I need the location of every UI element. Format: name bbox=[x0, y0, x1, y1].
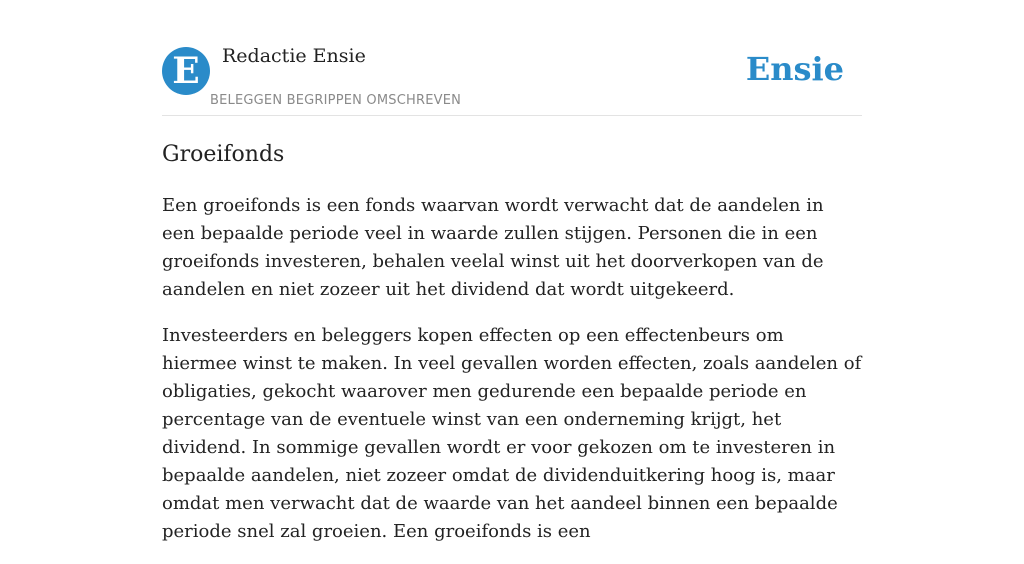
article bbox=[162, 138, 862, 564]
ensie-logo-icon[interactable]: E bbox=[162, 47, 210, 95]
article-paragraph: Investeerders en beleggers kopen effecten op een effectenbeurs om hiermee winst te maken. In veel gevallen worden effecten, zoals aandelen of obligaties, gekocht waarover men gedurende een bepaalde periode en percentage van de eventuele winst van een onderneming krijgt, het dividend. In sommige gevallen wordt er voor gekozen om te investeren in bepaalde aandelen, niet zozeer omdat de dividenduitkering hoog is, maar omdat men verwacht dat de waarde van het aandeel binnen een bepaalde periode snel zal groeien. Een groeifonds is een bbox=[162, 325, 862, 542]
article-title: Groeifonds bbox=[162, 142, 285, 167]
header bbox=[162, 0, 862, 116]
author-name[interactable]: Redactie Ensie bbox=[222, 45, 366, 67]
brand-logo[interactable]: Ensie bbox=[745, 50, 844, 88]
category-tags[interactable]: BELEGGEN BEGRIPPEN OMSCHREVEN bbox=[210, 93, 462, 108]
article-paragraph: Een groeifonds is een fonds waarvan wordt verwacht dat de aandelen in een bepaalde periode veel in waarde zullen stijgen. Personen die in een groeifonds investeren, behalen veelal winst uit het doorverkopen van de aandelen en niet zozeer uit het dividend dat wordt uitgekeerd. bbox=[162, 195, 824, 300]
